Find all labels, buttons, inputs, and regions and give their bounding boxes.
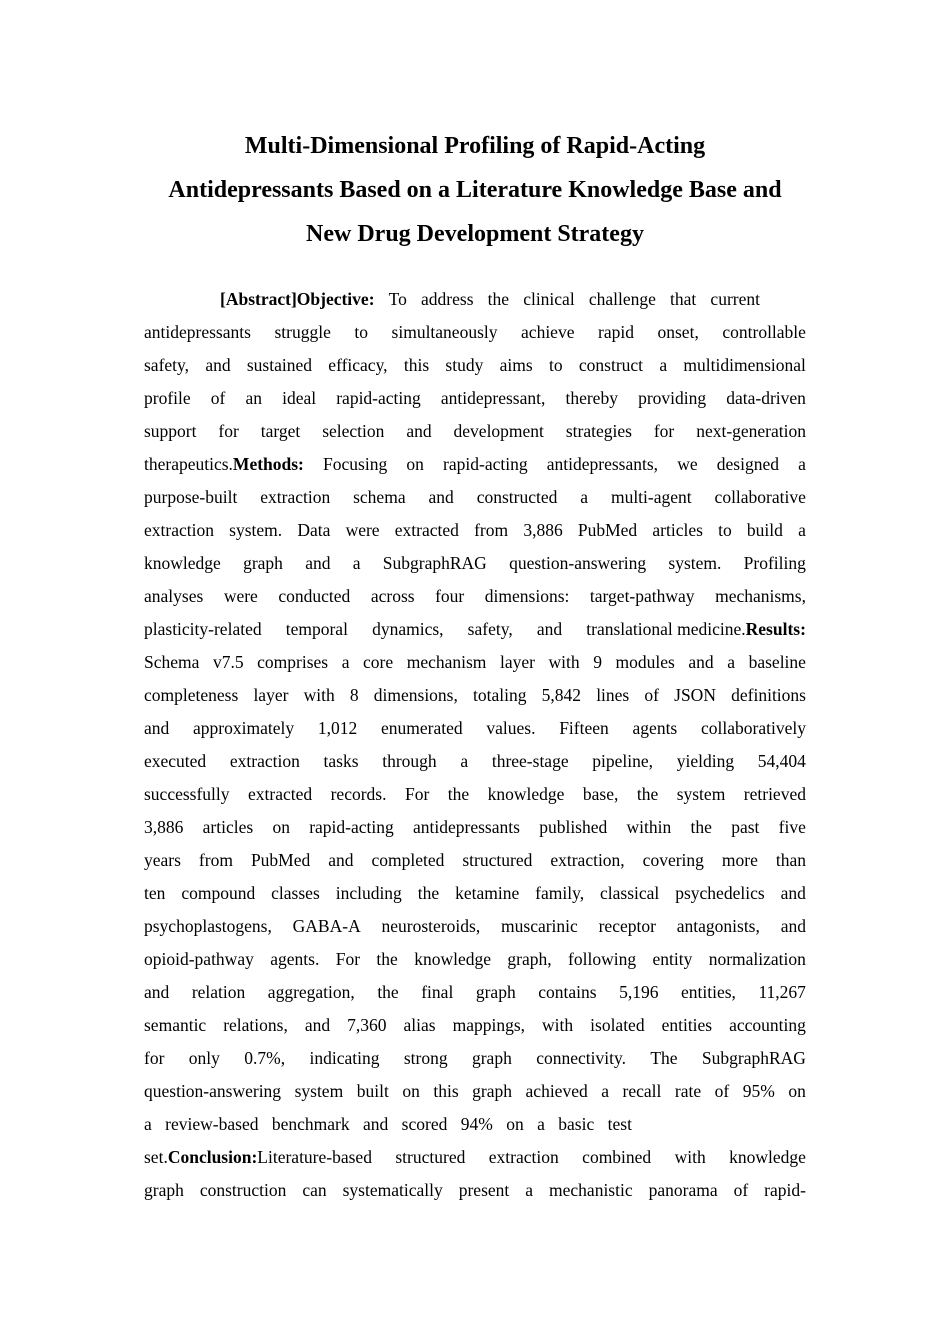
abstract-word: Data	[297, 520, 331, 540]
abstract-word: graph	[472, 1081, 513, 1101]
abstract-word: yielding	[676, 751, 735, 771]
abstract-word: support	[144, 421, 197, 441]
abstract-line	[144, 976, 806, 1009]
abstract-word: pipeline,	[592, 751, 654, 771]
abstract-word: antidepressant,	[440, 388, 546, 408]
abstract-word: a	[352, 553, 361, 573]
abstract-word: completed	[371, 850, 445, 870]
abstract-word: were	[223, 586, 258, 606]
abstract-word: base,	[582, 784, 619, 804]
abstract-word: extraction	[260, 487, 331, 507]
abstract-word: designed	[716, 454, 779, 474]
abstract-word: of	[733, 1180, 749, 1200]
abstract-word: panorama	[648, 1180, 718, 1200]
abstract-word: than	[775, 850, 806, 870]
abstract-word: safety,	[144, 355, 190, 375]
abstract-word: PubMed	[250, 850, 311, 870]
abstract-word: and	[304, 1015, 331, 1035]
abstract-word: the	[376, 949, 398, 969]
abstract-word: five	[778, 817, 806, 837]
abstract-word: extraction	[229, 751, 300, 771]
abstract-word: relations,	[223, 1015, 288, 1035]
abstract-word: question-answering	[509, 553, 647, 573]
abstract-word: successfully	[144, 784, 230, 804]
abstract-line	[144, 712, 806, 745]
abstract-word: translational medicine.Results:	[586, 619, 806, 639]
abstract-line	[144, 613, 806, 646]
abstract-word: data-driven	[726, 388, 806, 408]
abstract-word: target	[260, 421, 301, 441]
abstract-word: indicating	[309, 1048, 380, 1068]
abstract-word: 5,196	[619, 982, 659, 1002]
abstract-word: core	[363, 652, 394, 672]
abstract-word: the	[447, 784, 470, 804]
abstract-word: knowledge	[729, 1147, 806, 1167]
abstract-word: GABA-A	[292, 916, 361, 936]
abstract-word: rapid-acting	[443, 454, 528, 474]
abstract-word: sustained	[246, 355, 313, 375]
abstract-word: question-answering	[144, 1081, 282, 1101]
abstract-word: and	[205, 355, 231, 375]
abstract-word: accounting	[729, 1015, 806, 1035]
abstract-word: collaborative	[714, 487, 806, 507]
abstract-word: knowledge	[414, 949, 491, 969]
abstract-word: semantic	[144, 1015, 207, 1035]
abstract-word: aims	[499, 355, 533, 375]
abstract-word: this	[433, 1081, 459, 1101]
abstract-word: therapeutics.Methods:	[144, 454, 304, 474]
abstract-word: entity	[652, 949, 693, 969]
abstract-word: for	[653, 421, 675, 441]
abstract-word: clinical	[523, 289, 575, 309]
abstract-word: on	[788, 1081, 806, 1101]
abstract-word: benchmark	[271, 1114, 350, 1134]
title-line-2: Antidepressants Based on a Literature Knowledge Base and	[168, 177, 782, 203]
abstract-word: on	[402, 1081, 420, 1101]
abstract-word: including	[335, 883, 402, 903]
abstract-word: multi-agent	[610, 487, 692, 507]
abstract-word: For	[335, 949, 361, 969]
abstract-word: on	[506, 1114, 524, 1134]
abstract-word: strong	[403, 1048, 448, 1068]
abstract-word: built	[356, 1081, 389, 1101]
abstract-word: scored	[401, 1114, 448, 1134]
abstract-word: contains	[538, 982, 597, 1002]
abstract-word: conducted	[278, 586, 351, 606]
abstract-word: to	[718, 520, 732, 540]
abstract-line	[144, 910, 806, 943]
abstract-word: graph	[471, 1048, 512, 1068]
abstract-word: tasks	[323, 751, 359, 771]
abstract-word: knowledge	[144, 553, 221, 573]
abstract-word: next-generation	[696, 421, 806, 441]
abstract-word: SubgraphRAG	[701, 1048, 806, 1068]
abstract-word: system	[676, 784, 726, 804]
abstract-word: construct	[578, 355, 644, 375]
abstract-word: to	[354, 322, 368, 342]
abstract-word: only	[188, 1048, 220, 1068]
abstract-word: and	[305, 553, 331, 573]
abstract-word: address	[421, 289, 474, 309]
abstract-word: 3,886	[523, 520, 563, 540]
abstract-word: set.Conclusion:Literature-based	[144, 1147, 372, 1167]
abstract-word: and	[688, 652, 714, 672]
abstract-word: covering	[642, 850, 704, 870]
abstract-word: a	[460, 751, 469, 771]
abstract-word: basic	[558, 1114, 595, 1134]
abstract-word: antidepressants,	[546, 454, 659, 474]
abstract-word: of	[714, 1081, 730, 1101]
title-line-3: New Drug Development Strategy	[306, 221, 644, 247]
abstract-word: with	[674, 1147, 706, 1167]
abstract-line	[144, 448, 806, 481]
abstract-word: extracted	[394, 520, 459, 540]
abstract-word: opioid-pathway	[144, 949, 254, 969]
abstract-word: a	[659, 355, 668, 375]
abstract-word: entities,	[681, 982, 736, 1002]
abstract-word: Focusing	[323, 454, 388, 474]
abstract-line	[144, 283, 760, 316]
abstract-word: extraction	[144, 520, 214, 540]
abstract-word: 7,360	[347, 1015, 387, 1035]
abstract-word: and	[780, 916, 806, 936]
abstract-word: SubgraphRAG	[382, 553, 487, 573]
abstract-word: a	[580, 487, 589, 507]
abstract-word: rapid-acting	[309, 817, 394, 837]
abstract-line	[144, 547, 806, 580]
abstract-line	[144, 1075, 806, 1108]
abstract-word: neurosteroids,	[381, 916, 481, 936]
abstract-word: articles	[202, 817, 254, 837]
abstract-word: antagonists,	[676, 916, 760, 936]
abstract-word: and	[406, 421, 432, 441]
abstract-word: 95%	[742, 1081, 775, 1101]
abstract-word: safety,	[467, 619, 513, 639]
abstract-word: lines	[596, 685, 630, 705]
abstract-word: relation	[191, 982, 246, 1002]
abstract-word: recall	[622, 1081, 662, 1101]
abstract-word: this	[403, 355, 430, 375]
abstract-word: mechanism	[406, 652, 487, 672]
abstract-word: executed	[144, 751, 207, 771]
abstract-word: the	[377, 982, 399, 1002]
abstract-word: and	[363, 1114, 389, 1134]
abstract-word: across	[370, 586, 415, 606]
abstract-word: present	[458, 1180, 510, 1200]
abstract-word: rate	[674, 1081, 702, 1101]
abstract-line	[144, 943, 806, 976]
abstract-word: the	[417, 883, 440, 903]
abstract-line	[144, 415, 806, 448]
abstract-word: baseline	[748, 652, 806, 672]
abstract-word: structured	[462, 850, 533, 870]
abstract-word: system	[294, 1081, 344, 1101]
abstract-line	[144, 811, 806, 844]
abstract-paragraph	[144, 283, 806, 1207]
abstract-word: years	[144, 850, 181, 870]
abstract-word: graph	[144, 1180, 184, 1200]
abstract-line	[144, 1108, 632, 1141]
abstract-word: analyses	[144, 586, 204, 606]
abstract-word: system.	[229, 520, 283, 540]
abstract-word: articles	[652, 520, 703, 540]
abstract-line	[144, 646, 806, 679]
abstract-word: 11,267	[758, 982, 806, 1002]
abstract-word: and	[144, 718, 170, 738]
abstract-word: antidepressants	[413, 817, 520, 837]
abstract-word: v7.5	[212, 652, 244, 672]
abstract-word: with	[303, 685, 335, 705]
abstract-word: enumerated	[380, 718, 463, 738]
abstract-word: approximately	[193, 718, 295, 738]
abstract-word: dimensions:	[484, 586, 570, 606]
abstract-word: with	[548, 652, 580, 672]
abstract-line	[144, 580, 806, 613]
abstract-word: selection	[322, 421, 385, 441]
abstract-word: aggregation,	[267, 982, 355, 1002]
abstract-word: 54,404	[757, 751, 806, 771]
abstract-word: following	[568, 949, 637, 969]
abstract-word: psychedelics	[675, 883, 765, 903]
abstract-word: dynamics,	[372, 619, 444, 639]
abstract-line	[144, 745, 806, 778]
abstract-line	[144, 316, 806, 349]
abstract-word: totaling	[473, 685, 527, 705]
abstract-line	[144, 1174, 806, 1207]
abstract-word: can	[302, 1180, 327, 1200]
abstract-word: records.	[330, 784, 387, 804]
abstract-word: agents.	[270, 949, 320, 969]
abstract-word: providing	[638, 388, 707, 408]
abstract-word: within	[626, 817, 672, 837]
abstract-word: Fifteen	[559, 718, 609, 738]
abstract-word: controllable	[722, 322, 806, 342]
abstract-word: connectivity.	[536, 1048, 626, 1068]
abstract-word: Schema	[144, 652, 200, 672]
abstract-word: receptor	[598, 916, 656, 936]
abstract-word: isolated	[590, 1015, 645, 1035]
abstract-word: 1,012	[317, 718, 358, 738]
abstract-word: 94%	[460, 1114, 493, 1134]
abstract-word: graph	[475, 982, 516, 1002]
abstract-word: psychoplastogens,	[144, 916, 272, 936]
abstract-word: thereby	[565, 388, 618, 408]
abstract-word: For	[404, 784, 430, 804]
abstract-word: family,	[535, 883, 585, 903]
abstract-word: structured	[395, 1147, 466, 1167]
abstract-word: on	[272, 817, 290, 837]
abstract-word: The	[650, 1048, 678, 1068]
abstract-word: strategies	[565, 421, 632, 441]
abstract-word: agents	[632, 718, 678, 738]
abstract-word: temporal	[285, 619, 348, 639]
abstract-word: entities	[661, 1015, 713, 1035]
abstract-word: antidepressants	[144, 322, 251, 342]
abstract-word: plasticity-related	[144, 619, 262, 639]
abstract-word: that	[670, 289, 697, 309]
abstract-word: knowledge	[487, 784, 565, 804]
abstract-word: published	[539, 817, 608, 837]
abstract-word: schema	[353, 487, 406, 507]
abstract-word: combined	[582, 1147, 652, 1167]
abstract-word: past	[731, 817, 760, 837]
abstract-word: final	[421, 982, 454, 1002]
abstract-word: alias	[403, 1015, 436, 1035]
abstract-word: of	[210, 388, 226, 408]
abstract-word: systematically	[342, 1180, 443, 1200]
abstract-word: an	[245, 388, 262, 408]
abstract-word: a	[537, 1114, 545, 1134]
abstract-word: 9	[593, 652, 602, 672]
abstract-word: ketamine	[455, 883, 520, 903]
abstract-word: test	[607, 1114, 632, 1134]
abstract-word: collaboratively	[701, 718, 806, 738]
abstract-word: with	[542, 1015, 574, 1035]
abstract-line	[144, 382, 806, 415]
abstract-word: and	[780, 883, 806, 903]
abstract-word: four	[435, 586, 465, 606]
abstract-word: for	[218, 421, 239, 441]
abstract-word: 5,842	[541, 685, 582, 705]
abstract-word: ideal	[282, 388, 317, 408]
abstract-word: dimensions,	[373, 685, 458, 705]
abstract-word: extraction	[488, 1147, 559, 1167]
abstract-word: rapid-	[764, 1180, 806, 1200]
abstract-word: classical	[600, 883, 660, 903]
abstract-word: review-based	[165, 1114, 259, 1134]
abstract-word: and	[536, 619, 563, 639]
abstract-word: construction	[199, 1180, 287, 1200]
abstract-word: purpose-built	[144, 487, 238, 507]
abstract-word: a	[798, 454, 806, 474]
abstract-word: a	[601, 1081, 610, 1101]
abstract-word: rapid-acting	[336, 388, 421, 408]
abstract-word: a	[144, 1114, 152, 1134]
abstract-word: normalization	[708, 949, 806, 969]
abstract-word: simultaneously	[391, 322, 498, 342]
abstract-word: system.	[668, 553, 722, 573]
abstract-word: of	[644, 685, 659, 705]
abstract-word: rapid	[598, 322, 634, 342]
abstract-line	[144, 1141, 806, 1174]
abstract-word: onset,	[657, 322, 699, 342]
abstract-word: 0.7%,	[244, 1048, 286, 1068]
abstract-word: more	[721, 850, 758, 870]
abstract-line	[144, 844, 806, 877]
abstract-line	[144, 481, 806, 514]
abstract-word: graph	[243, 553, 283, 573]
abstract-word: ten	[144, 883, 166, 903]
abstract-word: profile	[144, 388, 191, 408]
abstract-word: and	[144, 982, 170, 1002]
abstract-word: extracted	[248, 784, 313, 804]
abstract-word: multidimensional	[683, 355, 806, 375]
abstract-word: classes	[271, 883, 320, 903]
abstract-word: development	[453, 421, 544, 441]
abstract-word: values.	[486, 718, 536, 738]
abstract-word: 8	[349, 685, 359, 705]
abstract-word: completeness	[144, 685, 239, 705]
abstract-word: build	[746, 520, 783, 540]
abstract-word: a	[525, 1180, 534, 1200]
abstract-word: layer	[499, 652, 535, 672]
abstract-word: struggle	[274, 322, 331, 342]
abstract-word: we	[677, 454, 698, 474]
abstract-word: layer	[253, 685, 289, 705]
abstract-word: To	[388, 289, 407, 309]
abstract-word: 3,886	[144, 817, 184, 837]
abstract-word: a	[727, 652, 736, 672]
abstract-line	[144, 514, 806, 547]
abstract-line	[144, 679, 806, 712]
abstract-word: PubMed	[577, 520, 638, 540]
abstract-word: muscarinic	[501, 916, 578, 936]
abstract-word: to	[548, 355, 563, 375]
abstract-word: JSON	[674, 685, 716, 705]
abstract-word: comprises	[257, 652, 329, 672]
abstract-word: [Abstract]Objective:	[220, 289, 375, 309]
abstract-word: study	[445, 355, 484, 375]
abstract-word: modules	[615, 652, 675, 672]
abstract-word: mappings,	[452, 1015, 526, 1035]
abstract-word: a	[341, 652, 350, 672]
abstract-word: compound	[181, 883, 256, 903]
title-line-1: Multi-Dimensional Profiling of Rapid-Acting	[244, 133, 706, 159]
abstract-word: current	[710, 289, 760, 309]
abstract-line	[144, 349, 806, 382]
abstract-word: were	[345, 520, 380, 540]
paper-title	[120, 124, 830, 256]
abstract-word: the	[690, 817, 712, 837]
abstract-word: graph,	[507, 949, 552, 969]
abstract-word: for	[144, 1048, 165, 1068]
abstract-word: and	[428, 487, 454, 507]
abstract-line	[144, 778, 806, 811]
abstract-word: from	[198, 850, 233, 870]
abstract-word: mechanisms,	[715, 586, 806, 606]
abstract-line	[144, 1042, 806, 1075]
abstract-word: three-stage	[491, 751, 569, 771]
abstract-word: achieved	[525, 1081, 588, 1101]
abstract-word: the	[487, 289, 510, 309]
abstract-word: from	[474, 520, 509, 540]
abstract-word: retrieved	[743, 784, 806, 804]
abstract-word: efficacy,	[328, 355, 388, 375]
abstract-word: through	[382, 751, 437, 771]
abstract-word: on	[406, 454, 424, 474]
abstract-word: challenge	[588, 289, 656, 309]
abstract-word: mechanistic	[549, 1180, 633, 1200]
abstract-word: extraction,	[550, 850, 625, 870]
abstract-word: target-pathway	[589, 586, 695, 606]
abstract-word: a	[798, 520, 806, 540]
abstract-word: definitions	[731, 685, 806, 705]
abstract-word: and	[328, 850, 354, 870]
abstract-word: the	[636, 784, 659, 804]
abstract-word: achieve	[521, 322, 575, 342]
abstract-word: Profiling	[743, 553, 806, 573]
abstract-line	[144, 877, 806, 910]
abstract-word: constructed	[476, 487, 558, 507]
abstract-line	[144, 1009, 806, 1042]
